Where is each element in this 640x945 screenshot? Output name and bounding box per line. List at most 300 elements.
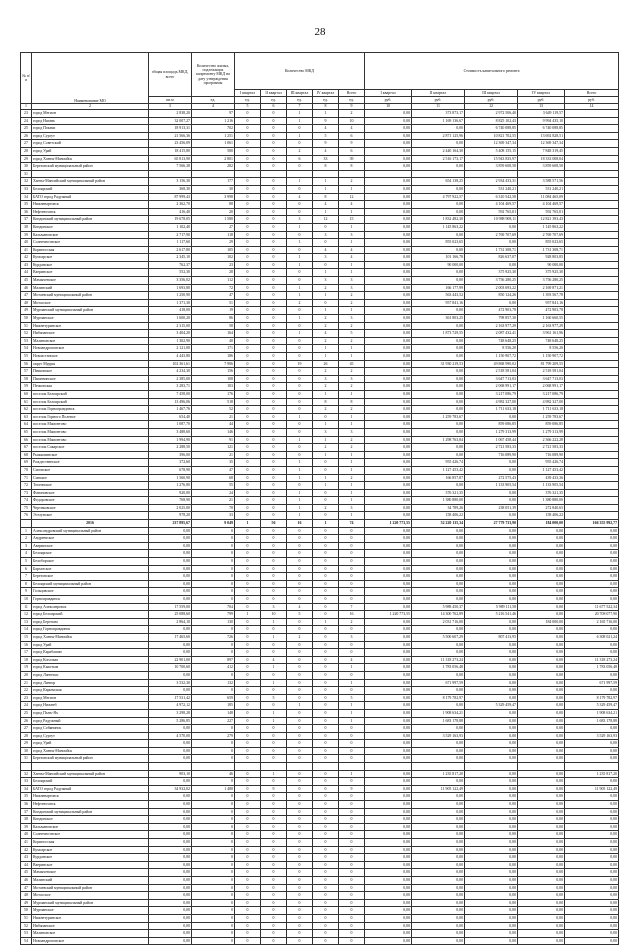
row-number: 28 (21, 732, 32, 740)
count-q2: 0 (261, 375, 287, 383)
mkd-count: 185 (192, 702, 235, 710)
cost-q1: 0,00 (365, 315, 412, 323)
count-q3: 1 (287, 239, 313, 247)
row-number: 53 (21, 930, 32, 938)
mkd-count: 279 (192, 732, 235, 740)
total-area: 237 895,67 (149, 520, 192, 528)
row-number: 38 (21, 223, 32, 231)
table-row (21, 649, 619, 657)
cost-total: 0,00 (565, 823, 619, 831)
total-area: 0,00 (149, 930, 192, 938)
table-row (21, 801, 619, 809)
count-total: 0 (339, 808, 365, 816)
count-q4: 5 (313, 132, 339, 140)
row-number: 13 (21, 618, 32, 626)
count-q1: 0 (235, 550, 261, 558)
municipality-name: поселок Сакарское (32, 444, 149, 452)
row-number: 47 (21, 292, 32, 300)
count-q4: 1 (313, 390, 339, 398)
count-q1: 0 (235, 307, 261, 315)
count-total: 1 (339, 261, 365, 269)
table-row (21, 671, 619, 679)
row-number: 36 (21, 208, 32, 216)
row-number: 26 (21, 132, 32, 140)
cost-q4: 748 648,25 (518, 337, 565, 345)
count-q1: 0 (235, 466, 261, 474)
count-q4: 33 (313, 155, 339, 163)
municipality-name: Сиговское (32, 466, 149, 474)
cost-total (565, 155, 619, 163)
cost-total (565, 277, 619, 285)
cost-q2: 563 443,52 (412, 292, 465, 300)
cost-q2: 0,00 (412, 580, 465, 588)
cost-total (565, 178, 619, 186)
count-q2: 0 (261, 178, 287, 186)
cost-q4: 0,00 (518, 694, 565, 702)
cost-q3: 2 769 707,69 (465, 231, 518, 239)
municipality-name: Мурманское (32, 315, 149, 323)
cost-q4: 81 799 209,55 (518, 360, 565, 368)
count-q2: 1 (261, 770, 287, 778)
count-q3: 0 (287, 390, 313, 398)
count-q2: 1 (261, 633, 287, 641)
cost-q2: 0,00 (412, 892, 465, 900)
column-number: 1 (21, 104, 32, 110)
cost-q1: 0,00 (365, 368, 412, 376)
cost-q1: 0,00 (365, 444, 412, 452)
cost-q2: 0,00 (412, 641, 465, 649)
table-row (21, 170, 619, 178)
count-q1: 0 (235, 823, 261, 831)
count-q3: 1 (287, 110, 313, 118)
count-q1: 0 (235, 398, 261, 406)
count-q2: 56 (261, 520, 287, 528)
cost-total: 0,00 (565, 937, 619, 945)
count-q4: 0 (313, 937, 339, 945)
row-number: 64 (21, 421, 32, 429)
cost-total (565, 337, 619, 345)
count-q1: 0 (235, 861, 261, 869)
cost-q4: 1 393 567,78 (518, 292, 565, 300)
cost-total (565, 254, 619, 262)
count-q3: 0 (287, 269, 313, 277)
row-number: 59 (21, 383, 32, 391)
count-q2: 0 (261, 823, 287, 831)
count-total: 0 (339, 527, 365, 535)
total-area: 4 570,00 (149, 732, 192, 740)
count-q3: 1 (287, 474, 313, 482)
table-row (21, 907, 619, 915)
municipality-name: Белоярский муниципальный район (32, 580, 149, 588)
count-q3: 0 (287, 345, 313, 353)
count-total: 2 (339, 292, 365, 300)
count-q3: 0 (287, 140, 313, 148)
count-q3: 0 (287, 687, 313, 695)
repair-program-table (20, 52, 619, 945)
count-q4: 0 (313, 922, 339, 930)
count-q2: 0 (261, 269, 287, 277)
cost-q3: 0,00 (465, 839, 518, 847)
count-q2: 0 (261, 117, 287, 125)
cost-q3: 0,00 (465, 261, 518, 269)
cost-total: 8 179 782,97 (565, 694, 619, 702)
cost-total (565, 444, 619, 452)
row-number: 24 (21, 117, 32, 125)
count-total: 1 (339, 497, 365, 505)
total-area: 0,00 (149, 801, 192, 809)
count-q2: 0 (261, 353, 287, 361)
total-area: 3 488,60 (149, 428, 192, 436)
cost-q1: 0,00 (365, 633, 412, 641)
row-number: 58 (21, 375, 32, 383)
municipality-name: Малиновское (32, 337, 149, 345)
row-number: 31 (21, 170, 32, 178)
cost-q1: 0,00 (365, 846, 412, 854)
cost-q1: 0,00 (365, 565, 412, 573)
count-q3: 0 (287, 337, 313, 345)
count-total: 4 (339, 246, 365, 254)
cost-q1: 0,00 (365, 292, 412, 300)
table-row (21, 201, 619, 209)
count-total: 1 (339, 451, 365, 459)
cost-q1: 0,00 (365, 322, 412, 330)
mkd-count: 164 (192, 330, 235, 338)
mkd-count: 118 (192, 231, 235, 239)
total-area: 4 234,30 (149, 368, 192, 376)
count-q4: 0 (313, 823, 339, 831)
municipality-name: Мурманское (32, 907, 149, 915)
cost-q4: 0,00 (518, 558, 565, 566)
municipality-name: Мамычевское (32, 277, 149, 285)
cost-total (565, 170, 619, 178)
cost-total (565, 110, 619, 118)
cost-total (565, 398, 619, 406)
count-total (339, 763, 365, 771)
cost-q1: 0,00 (365, 884, 412, 892)
count-q1: 0 (235, 542, 261, 550)
municipality-name: Кориносская (32, 246, 149, 254)
cost-q2: 1 145 863,22 (412, 223, 465, 231)
cost-q3: 0,00 (465, 899, 518, 907)
cost-q1: 0,00 (365, 717, 412, 725)
cost-q4: 3 647 713,03 (518, 375, 565, 383)
mkd-count: 28 (192, 269, 235, 277)
count-q2: 0 (261, 550, 287, 558)
cost-total: 1 235 817,20 (565, 770, 619, 778)
cost-q1: 0,00 (365, 132, 412, 140)
mkd-count: 68 (192, 474, 235, 482)
total-area: 32 007,27 (149, 117, 192, 125)
total-area: 19 678,05 (149, 216, 192, 224)
row-number: 42 (21, 846, 32, 854)
cost-q3: 0,00 (465, 725, 518, 733)
count-q1: 0 (235, 558, 261, 566)
count-q1 (235, 170, 261, 178)
total-area: 978,20 (149, 512, 192, 520)
count-q4: 0 (313, 778, 339, 786)
count-q3: 0 (287, 793, 313, 801)
cost-total (565, 117, 619, 125)
mkd-count: 0 (192, 573, 235, 581)
row-number: 63 (21, 413, 32, 421)
mkd-count: 0 (192, 914, 235, 922)
mkd-count: 177 (192, 178, 235, 186)
cost-q4: 4 982 327,00 (518, 398, 565, 406)
row-number: 1 (21, 527, 32, 535)
municipality-name: город Карымская (32, 687, 149, 695)
row-number (21, 520, 32, 528)
cost-total (565, 330, 619, 338)
mkd-count: 35 (192, 459, 235, 467)
cost-q3: 8 825 102,43 (465, 117, 518, 125)
cost-total (565, 360, 619, 368)
cost-q4: 12 821 393,43 (518, 216, 565, 224)
count-q1: 0 (235, 854, 261, 862)
count-q4: 0 (313, 512, 339, 520)
cost-q4: 0,00 (518, 930, 565, 938)
cost-total: 0,00 (565, 884, 619, 892)
count-q3: 1 (287, 330, 313, 338)
cost-q3: 12 369 347,34 (465, 140, 518, 148)
cost-q1: 0,00 (365, 542, 412, 550)
count-q1: 1 (235, 611, 261, 619)
column-number: 8 (313, 104, 339, 110)
count-q3: 0 (287, 588, 313, 596)
count-q3: 0 (287, 428, 313, 436)
count-q3: 0 (287, 770, 313, 778)
count-q1: 0 (235, 451, 261, 459)
table-row (21, 656, 619, 664)
count-q4: 2 (313, 284, 339, 292)
mkd-count: 0 (192, 869, 235, 877)
cost-q4: 0,00 (518, 801, 565, 809)
cost-q1: 0,00 (365, 808, 412, 816)
count-q4: 1 (313, 353, 339, 361)
count-q4: 0 (313, 725, 339, 733)
cost-q2: 0,00 (412, 231, 465, 239)
count-total: 0 (339, 725, 365, 733)
cost-q3: 5 329 459,47 (465, 702, 518, 710)
row-number: 25 (21, 125, 32, 133)
row-number: 67 (21, 444, 32, 452)
cost-q2: 0,00 (412, 322, 465, 330)
header-mkd-count: Количество жилых, подлежащих капремонту МКД на дату утверждения программы (192, 53, 235, 97)
cost-q2: 0,00 (412, 876, 465, 884)
total-area: 22 901,00 (149, 656, 192, 664)
cost-total: 0,00 (565, 565, 619, 573)
municipality-name: поселок Белоярский (32, 390, 149, 398)
count-q1: 0 (235, 580, 261, 588)
cost-q4: 11 084 465,09 (518, 193, 565, 201)
count-q1: 0 (235, 125, 261, 133)
cost-q2: 0,00 (412, 937, 465, 945)
total-area: 23 456,09 (149, 140, 192, 148)
total-area: 762,37 (149, 261, 192, 269)
cost-q4: 0,00 (518, 854, 565, 862)
table-header (21, 53, 619, 110)
count-q3: 0 (287, 816, 313, 824)
cost-total: 0,00 (565, 839, 619, 847)
cost-q2 (412, 170, 465, 178)
row-number: 76 (21, 512, 32, 520)
cost-q2: 0,00 (412, 535, 465, 543)
count-total: 0 (339, 740, 365, 748)
count-q4: 0 (313, 793, 339, 801)
cost-q2: 957 841,16 (412, 299, 465, 307)
count-q4: 3 (313, 254, 339, 262)
cost-q4: 184 000,00 (518, 618, 565, 626)
mkd-count: 0 (192, 542, 235, 550)
cost-q2: 0,00 (412, 208, 465, 216)
mkd-count: 88 (192, 201, 235, 209)
row-number: 45 (21, 277, 32, 285)
municipality-name: Александровский муниципальный район (32, 527, 149, 535)
municipality-name: Кондинское (32, 816, 149, 824)
total-area: 0,00 (149, 907, 192, 915)
municipality-name: город Советский (32, 140, 149, 148)
mkd-count: 40 (192, 337, 235, 345)
cost-q2: 0,00 (412, 451, 465, 459)
count-q2: 0 (261, 899, 287, 907)
cost-q3: 0,00 (465, 937, 518, 945)
total-area: 0,00 (149, 580, 192, 588)
cost-q1: 0,00 (365, 550, 412, 558)
count-q1: 0 (235, 687, 261, 695)
header-cost-sub: IV квартал (518, 90, 565, 97)
cost-q3: 0,00 (465, 770, 518, 778)
cost-q3: 2 518 581,04 (465, 368, 518, 376)
cost-q2: 158 406,22 (412, 512, 465, 520)
count-q3: 0 (287, 907, 313, 915)
count-q4: 0 (313, 565, 339, 573)
cost-q2: 0,00 (412, 269, 465, 277)
cost-total (565, 125, 619, 133)
cost-q1: 0,00 (365, 732, 412, 740)
mkd-count: 0 (192, 907, 235, 915)
count-q4: 0 (313, 747, 339, 755)
count-q3: 0 (287, 322, 313, 330)
cost-q4: 2 163 977,29 (518, 322, 565, 330)
count-q3: 0 (287, 823, 313, 831)
cost-q1: 0,00 (365, 694, 412, 702)
count-q4: 0 (313, 261, 339, 269)
cost-q2: 0,00 (412, 626, 465, 634)
row-number: 37 (21, 808, 32, 816)
cost-q1: 0,00 (365, 907, 412, 915)
cost-q3: 3 217 086,79 (465, 390, 518, 398)
count-q2: 0 (261, 914, 287, 922)
cost-q1: 0,00 (365, 778, 412, 786)
count-q3: 1 (287, 292, 313, 300)
count-q4: 0 (313, 573, 339, 581)
cost-total (565, 307, 619, 315)
cost-q2: 2 031 716,00 (412, 618, 465, 626)
cost-total: 0,00 (565, 846, 619, 854)
mkd-count: 0 (192, 778, 235, 786)
municipality-name (32, 170, 149, 178)
mkd-count: 9 049 (192, 520, 235, 528)
count-total: 1 (339, 459, 365, 467)
table-row (21, 846, 619, 854)
municipality-name: Рыжковинское (32, 451, 149, 459)
cost-total: 0,00 (565, 725, 619, 733)
cost-q2: 0,00 (412, 398, 465, 406)
count-q4: 0 (313, 223, 339, 231)
cost-q2: 2 516 173,17 (412, 155, 465, 163)
municipality-name: город Карабашан (32, 649, 149, 657)
count-q1: 0 (235, 406, 261, 414)
cost-q3: 0,00 (465, 914, 518, 922)
total-area: 21 566,36 (149, 132, 192, 140)
cost-q1: 0,00 (365, 747, 412, 755)
cost-q4: 1 127 453,42 (518, 466, 565, 474)
cost-q2: 5 988 450,37 (412, 603, 465, 611)
cost-q4: 0,00 (518, 793, 565, 801)
count-q2: 0 (261, 747, 287, 755)
municipality-name: Белоярский (32, 185, 149, 193)
table-row (21, 725, 619, 733)
count-q1: 0 (235, 725, 261, 733)
count-q4: 1 (313, 208, 339, 216)
count-q4: 2 (313, 368, 339, 376)
cost-q1: 0,00 (365, 185, 412, 193)
mkd-count: 86 (192, 315, 235, 323)
cost-q1: 0,00 (365, 193, 412, 201)
cost-q2: 1 298 763,84 (412, 436, 465, 444)
table-row (21, 398, 619, 406)
section-row (21, 520, 619, 528)
count-total: 1 (339, 223, 365, 231)
row-number: 29 (21, 155, 32, 163)
cost-q1: 0,00 (365, 459, 412, 467)
count-q2: 0 (261, 451, 287, 459)
cost-q2: 1 169 136,67 (412, 117, 465, 125)
mkd-count: 132 (192, 679, 235, 687)
count-q1: 0 (235, 930, 261, 938)
municipality-name: Печковская (32, 383, 149, 391)
cost-q3: 0,00 (465, 618, 518, 626)
total-area: 0,00 (149, 671, 192, 679)
cost-q3: 0,00 (465, 854, 518, 862)
total-area: 3 283,71 (149, 383, 192, 391)
total-area: 3 404,20 (149, 330, 192, 338)
row-number: 35 (21, 201, 32, 209)
count-q4: 0 (313, 588, 339, 596)
count-q3: 0 (287, 596, 313, 604)
count-q2 (261, 763, 287, 771)
count-total: 0 (339, 565, 365, 573)
count-q1: 1 (235, 520, 261, 528)
count-q3: 0 (287, 914, 313, 922)
cost-total (565, 383, 619, 391)
cost-q1: 0,00 (365, 466, 412, 474)
municipality-name: округ Мурры (32, 360, 149, 368)
count-q4: 0 (313, 869, 339, 877)
cost-total (565, 368, 619, 376)
cost-q4: 3 961 161,96 (518, 330, 565, 338)
cost-q2: 0,00 (412, 671, 465, 679)
total-area: 2 838,20 (149, 110, 192, 118)
cost-q4: 0,00 (518, 937, 565, 945)
count-q4: 0 (313, 846, 339, 854)
cost-q1: 0,00 (365, 239, 412, 247)
cost-total: 0,00 (565, 542, 619, 550)
count-total: 1 (339, 702, 365, 710)
count-total: 1 (339, 717, 365, 725)
count-q2: 0 (261, 854, 287, 862)
table-row (21, 930, 619, 938)
count-q1: 0 (235, 937, 261, 945)
